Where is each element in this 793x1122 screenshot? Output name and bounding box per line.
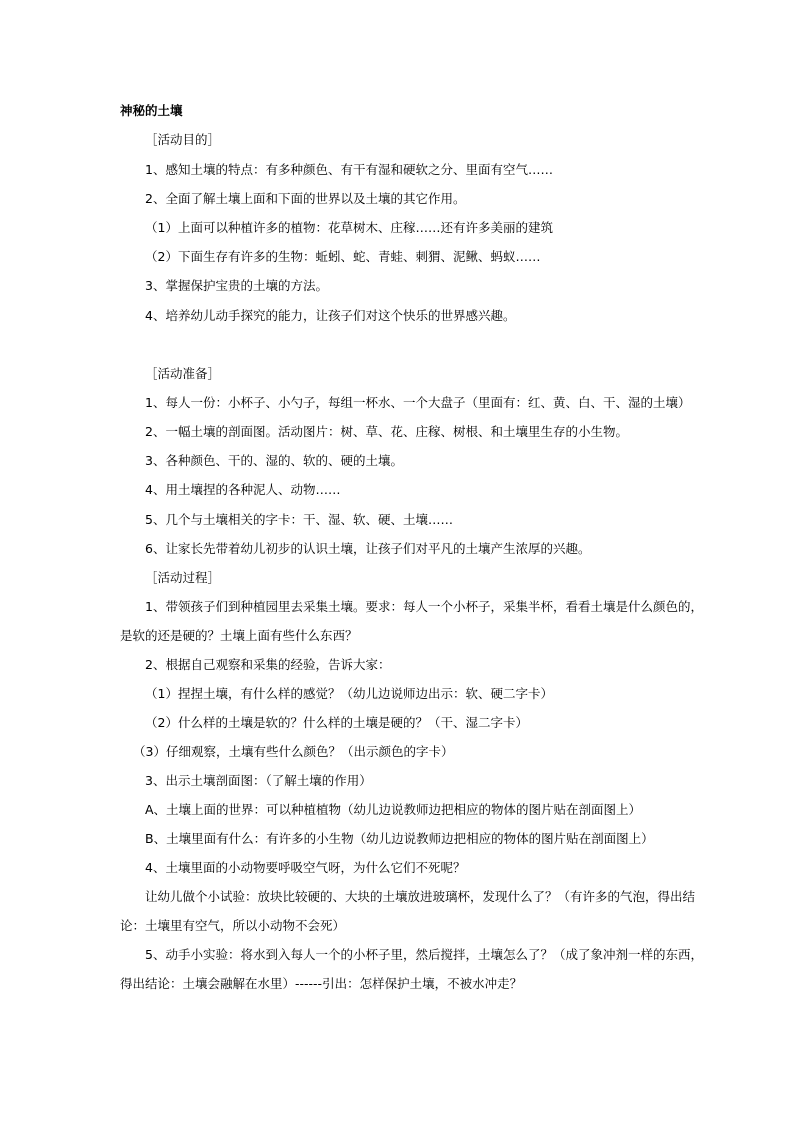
preparation-item: 1、每人一份：小杯子、小勺子，每组一杯水、一个大盘子（里面有：红、黄、白、干、湿的土壤） [145,395,691,410]
section-heading-preparation: ［活动准备］ [145,366,221,381]
process-line: 1、带领孩子们到种植园里去采集土壤。要求：每人一个小杯子，采集半杯，看看土壤是什么颜色的， [145,599,703,614]
goal-item: （1）上面可以种植许多的植物：花草树木、庄稼……还有许多美丽的建筑 [145,220,553,235]
process-line: A、土壤上面的世界：可以种植植物（幼儿边说教师边把相应的物体的图片贴在剖面图上） [145,802,642,817]
process-line: （3）仔细观察，土壤有些什么颜色？（出示颜色的字卡） [133,744,454,759]
process-line: 3、出示土壤剖面图：（了解土壤的作用） [145,773,372,788]
goal-item: 1、感知土壤的特点：有多种颜色、有干有湿和硬软之分、里面有空气…… [145,162,553,177]
process-line: 4、土壤里面的小动物要呼吸空气呀，为什么它们不死呢？ [145,860,466,875]
section-heading-goals: ［活动目的］ [145,132,221,147]
process-line: （2）什么样的土壤是软的？什么样的土壤是硬的？（干、湿二字卡） [145,715,528,730]
preparation-item: 2、一幅土壤的剖面图。活动图片：树、草、花、庄稼、树根、和土壤里生存的小生物。 [145,424,628,439]
process-line: （1）捏捏土壤，有什么样的感觉？（幼儿边说师边出示：软、硬二字卡） [145,686,553,701]
process-line: 是软的还是硬的？土壤上面有些什么东西？ [120,628,358,643]
process-line: 得出结论：土壤会融解在水里）------引出：怎样保护土壤，不被水冲走？ [120,976,523,991]
process-line: 让幼儿做个小试验：放块比较硬的、大块的土壤放进玻璃杯，发现什么了？（有许多的气泡，得出结 [145,889,696,904]
preparation-item: 6、让家长先带着幼儿初步的认识土壤，让孩子们对平凡的土壤产生浓厚的兴趣。 [145,541,591,556]
process-line: 5、动手小实验：将水到入每人一个的小杯子里，然后搅拌，土壤怎么了？（成了象冲剂一样的东西， [145,947,703,962]
process-line: 2、根据自己观察和采集的经验，告诉大家： [145,657,391,672]
process-line: B、土壤里面有什么：有许多的小生物（幼儿边说教师边把相应的物体的图片贴在剖面图上） [145,831,654,846]
section-heading-process: ［活动过程］ [145,570,221,585]
goal-item: 3、掌握保护宝贵的土壤的方法。 [145,278,328,293]
document-title: 神秘的土壤 [120,103,183,118]
process-line: 论：土壤里有空气，所以小动物不会死） [120,918,346,933]
preparation-item: 5、几个与土壤相关的字卡：干、湿、软、硬、土壤…… [145,512,453,527]
goal-item: 2、全面了解土壤上面和下面的世界以及土壤的其它作用。 [145,191,466,206]
preparation-item: 4、用土壤捏的各种泥人、动物…… [145,482,341,497]
goal-item: 4、培养幼儿动手探究的能力，让孩子们对这个快乐的世界感兴趣。 [145,308,516,323]
goal-item: （2）下面生存有许多的生物：蚯蚓、蛇、青蛙、刺猬、泥鳅、蚂蚁…… [145,249,541,264]
preparation-item: 3、各种颜色、干的、湿的、软的、硬的土壤。 [145,453,403,468]
